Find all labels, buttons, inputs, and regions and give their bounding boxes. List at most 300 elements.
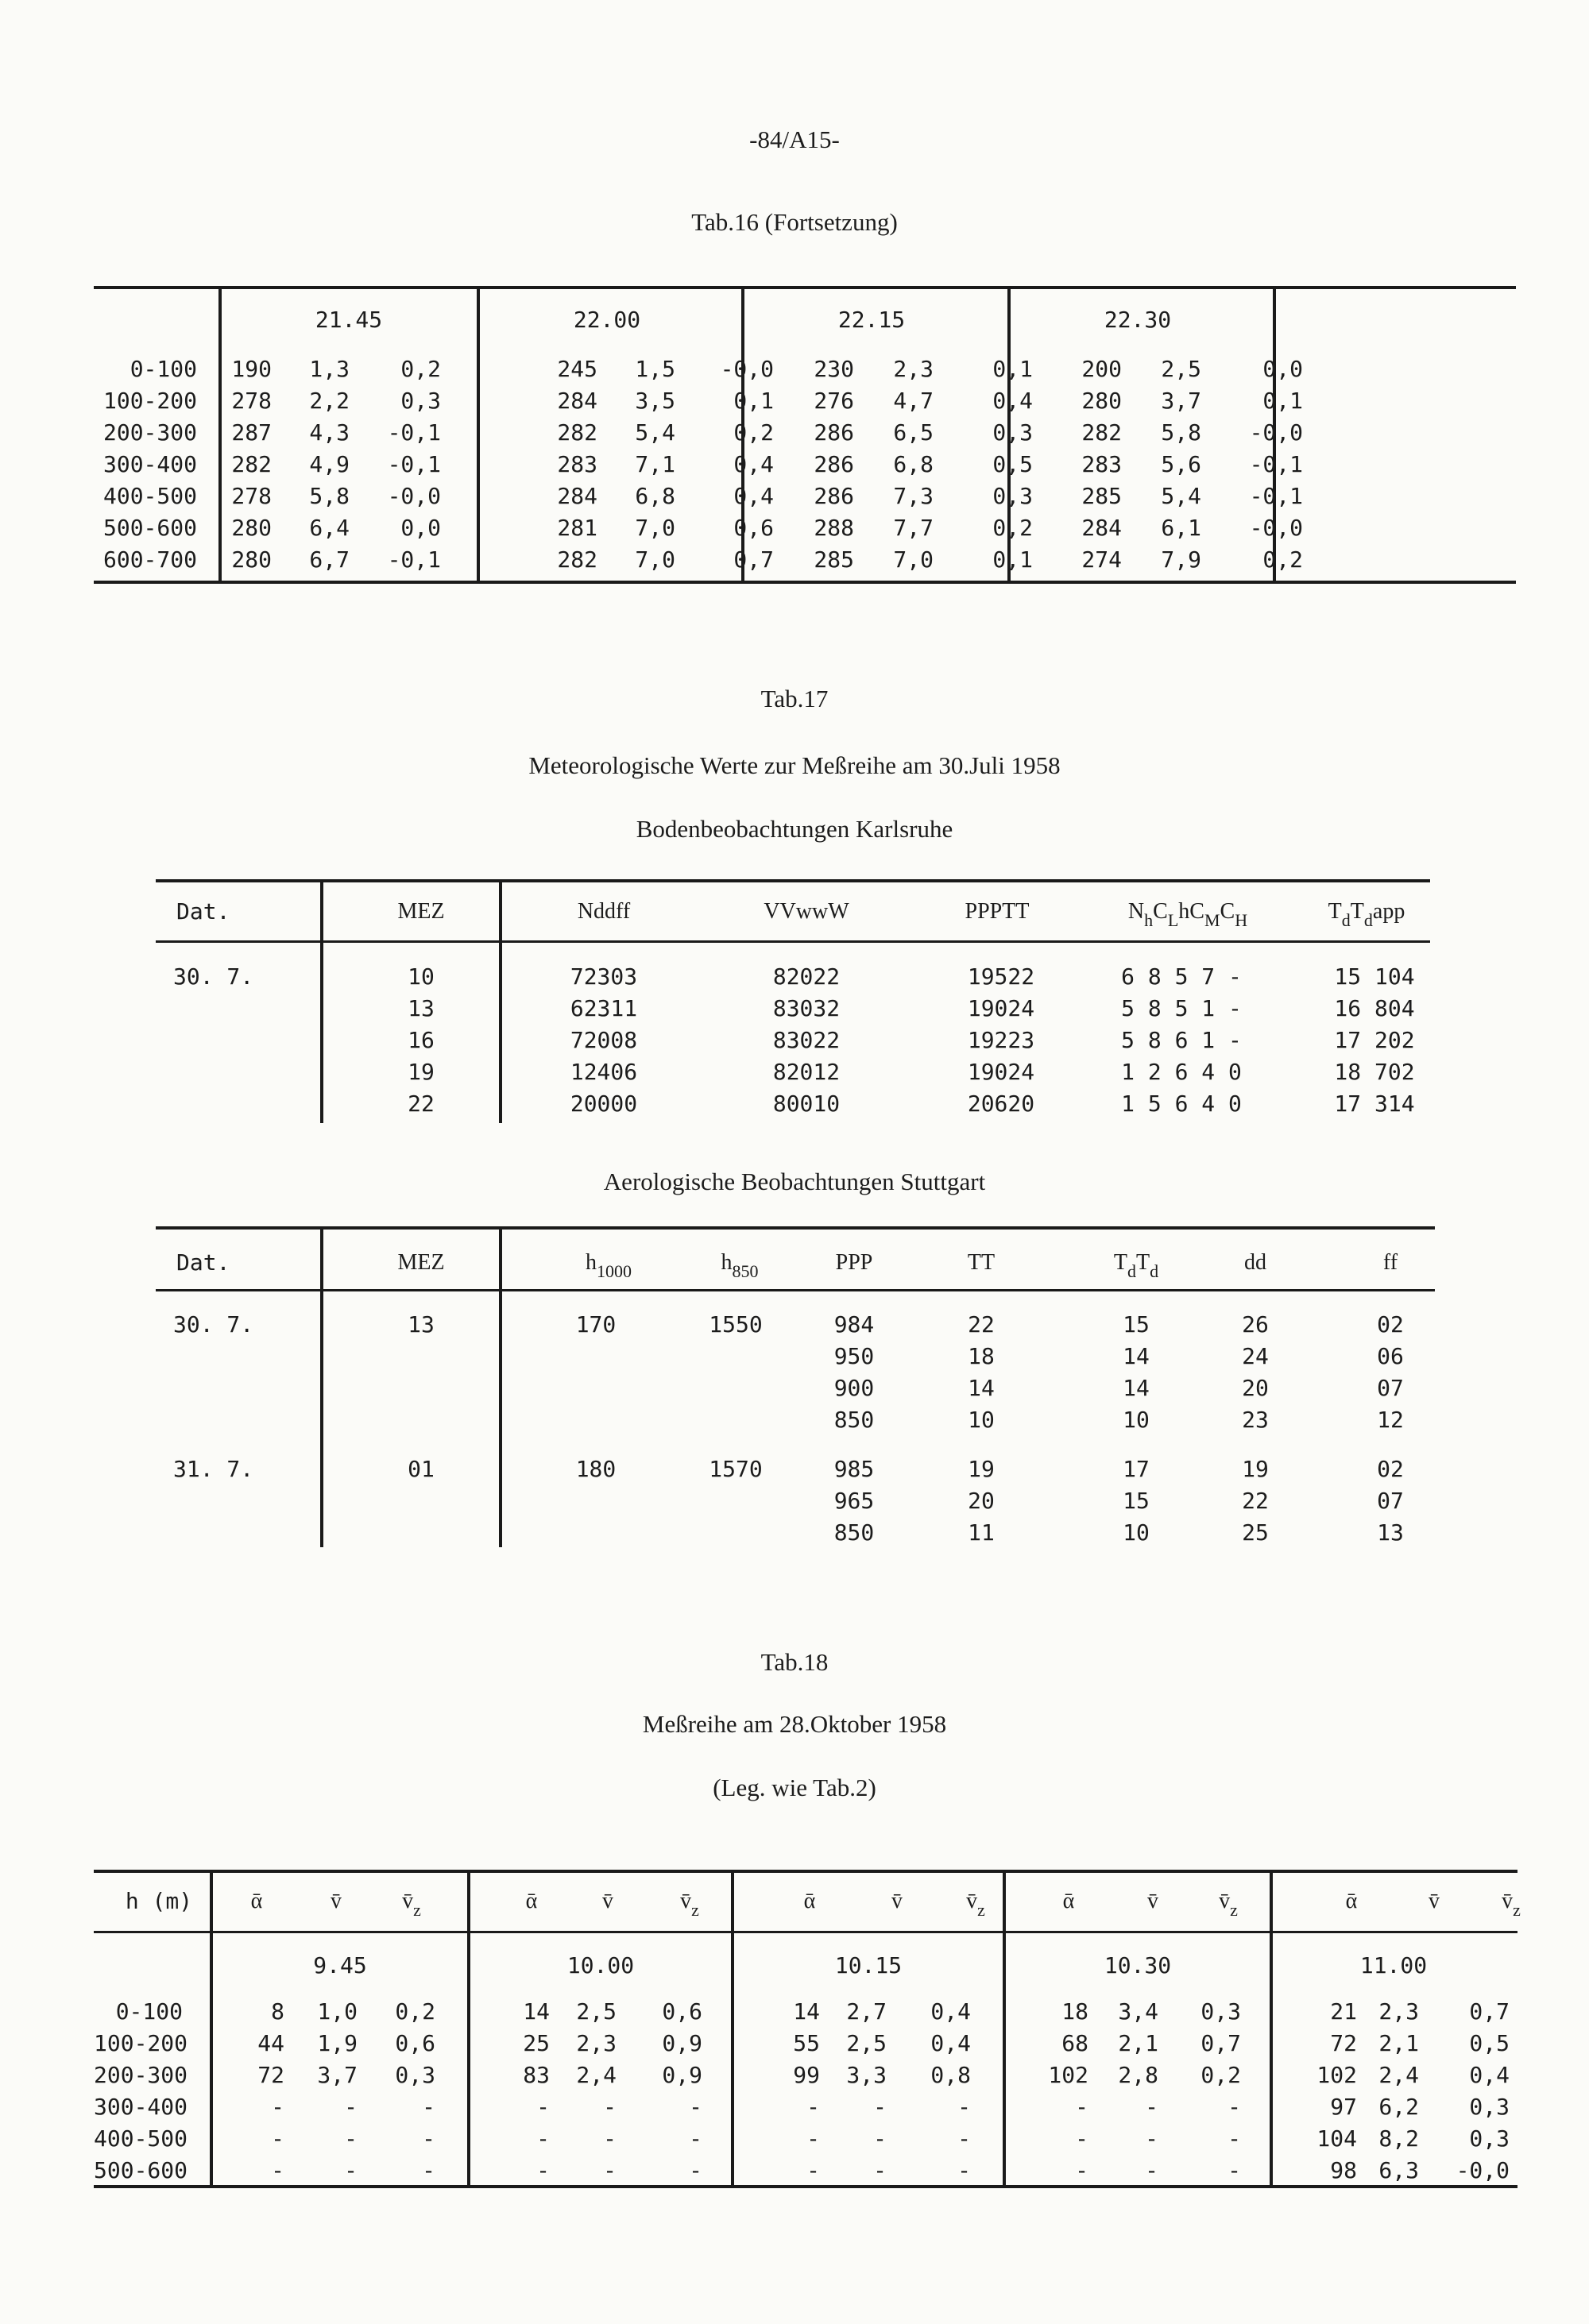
tab18-value: 8 bbox=[271, 1998, 284, 2025]
tab18-value: - bbox=[1228, 2157, 1241, 2183]
tab16-height: 300-400 bbox=[102, 451, 197, 477]
tab18-title: Tab.18 bbox=[760, 1648, 829, 1676]
tab18-value: 18 bbox=[1061, 1998, 1088, 2025]
tab18-value: 0,7 bbox=[1200, 2030, 1241, 2056]
tab18-value: 2,1 bbox=[1118, 2030, 1158, 2056]
aero-value: 10 bbox=[1123, 1407, 1150, 1433]
aero-value: 22 bbox=[968, 1311, 995, 1338]
tab16-value: 284 bbox=[1081, 515, 1122, 541]
tab18-value: 2,4 bbox=[1378, 2062, 1419, 2088]
tab16-value: 2,2 bbox=[309, 388, 350, 414]
tab17-subtitle: Meteorologische Werte zur Meßreihe am 30.Juli 1958 bbox=[528, 751, 1061, 779]
tab16-value: 5,4 bbox=[635, 419, 675, 446]
tab18-value: - bbox=[536, 2094, 550, 2120]
tab18-header-vz: $v̄_z$ bbox=[1219, 1889, 1238, 1920]
tab16-value: -0,0 bbox=[720, 356, 774, 382]
tab18-value: 1,9 bbox=[317, 2030, 358, 2056]
tab18-value: - bbox=[689, 2125, 702, 2152]
boden-value: 17 314 bbox=[1334, 1091, 1415, 1117]
tab18-value: 0,9 bbox=[662, 2030, 702, 2056]
tab18-value: 99 bbox=[793, 2062, 820, 2088]
tab16-value: 0,2 bbox=[400, 356, 441, 382]
tab18-value: - bbox=[1075, 2094, 1088, 2120]
aero-value: 02 bbox=[1377, 1311, 1404, 1338]
tab16-value: 7,9 bbox=[1161, 546, 1201, 573]
boden-value: 1 2 6 4 0 bbox=[1121, 1059, 1242, 1085]
boden-value: 17 202 bbox=[1334, 1027, 1415, 1053]
tab18-value: 0,4 bbox=[930, 1998, 971, 2025]
tab16-value: 284 bbox=[557, 388, 597, 414]
boden-value: 82022 bbox=[772, 963, 841, 990]
tab18-time: 10.00 bbox=[566, 1952, 635, 1978]
boden-value: 62311 bbox=[570, 995, 638, 1021]
tab16-value: 0,1 bbox=[1262, 388, 1303, 414]
boden-value: 12406 bbox=[570, 1059, 638, 1085]
tab16-value: 286 bbox=[814, 451, 854, 477]
tab18-value: - bbox=[271, 2157, 284, 2183]
tab18-value: 21 bbox=[1330, 1998, 1357, 2025]
tab18-value: 0,6 bbox=[395, 2030, 435, 2056]
tab18-height: 100-200 bbox=[94, 2030, 188, 2056]
tab16-value: 3,5 bbox=[635, 388, 675, 414]
aero-value: 24 bbox=[1242, 1343, 1269, 1369]
tab18-value: 14 bbox=[523, 1998, 550, 2025]
boden-value: 5 8 5 1 - bbox=[1121, 995, 1242, 1021]
tab16-value: 288 bbox=[814, 515, 854, 541]
tab16-value: -0,1 bbox=[387, 419, 441, 446]
tab16-value: 0,4 bbox=[733, 451, 774, 477]
tab18-value: 0,8 bbox=[930, 2062, 971, 2088]
boden-header-clouds: $N_hC_LhC_MC_H$ bbox=[1127, 899, 1248, 930]
tab18-value: - bbox=[422, 2157, 435, 2183]
tab16-height: 0-100 bbox=[130, 356, 197, 382]
tab18-value: - bbox=[873, 2094, 887, 2120]
tab18-value: 8,2 bbox=[1378, 2125, 1419, 2152]
tab18-value: - bbox=[344, 2125, 358, 2152]
tab18-value: 0,3 bbox=[1469, 2125, 1510, 2152]
tab16-value: 0,4 bbox=[733, 483, 774, 509]
tab16-value: 2,5 bbox=[1161, 356, 1201, 382]
tab18-value: 6,3 bbox=[1378, 2157, 1419, 2183]
aero-h1000: 170 bbox=[575, 1311, 617, 1338]
tab18-value: - bbox=[271, 2125, 284, 2152]
aero-value: 900 bbox=[833, 1375, 875, 1401]
aero-h850: 1570 bbox=[709, 1456, 763, 1482]
tab18-value: 3,3 bbox=[846, 2062, 887, 2088]
tab16-value: 1,3 bbox=[309, 356, 350, 382]
tab16-value: 287 bbox=[231, 419, 272, 446]
tab18-value: 72 bbox=[1330, 2030, 1357, 2056]
aero-value: 14 bbox=[968, 1375, 995, 1401]
tab18-value: 2,8 bbox=[1118, 2062, 1158, 2088]
boden-value: 82012 bbox=[772, 1059, 841, 1085]
boden-value: 13 bbox=[408, 995, 435, 1021]
tab16-value: -0,1 bbox=[387, 546, 441, 573]
aero-value: 19 bbox=[968, 1456, 995, 1482]
tab16-value: 282 bbox=[231, 451, 272, 477]
tab18-value: 1,0 bbox=[317, 1998, 358, 2025]
aero-value: 850 bbox=[833, 1407, 875, 1433]
tab18-value: - bbox=[536, 2125, 550, 2152]
tab18-value: - bbox=[873, 2125, 887, 2152]
tab18-value: 2,7 bbox=[846, 1998, 887, 2025]
tab18-value: - bbox=[689, 2094, 702, 2120]
tab18-subtitle: Meßreihe am 28.Oktober 1958 bbox=[642, 1710, 947, 1738]
aero-value: 20 bbox=[1242, 1375, 1269, 1401]
tab16-value: -0,0 bbox=[387, 483, 441, 509]
tab16-value: 4,3 bbox=[309, 419, 350, 446]
tab16-group-time: 22.30 bbox=[1104, 307, 1172, 333]
tab18-value: 0,4 bbox=[930, 2030, 971, 2056]
tab18-value: 102 bbox=[1316, 2062, 1357, 2088]
aero-value: 10 bbox=[1123, 1519, 1150, 1546]
tab16-value: 286 bbox=[814, 419, 854, 446]
tab16-value: 285 bbox=[1081, 483, 1122, 509]
tab16-value: 282 bbox=[557, 546, 597, 573]
boden-value: 16 804 bbox=[1334, 995, 1415, 1021]
tab18-value: 0,3 bbox=[395, 2062, 435, 2088]
tab18-value: - bbox=[1228, 2125, 1241, 2152]
tab18-value: 25 bbox=[523, 2030, 550, 2056]
tab18-value: - bbox=[957, 2157, 971, 2183]
tab16-value: 245 bbox=[557, 356, 597, 382]
tab18-time: 9.45 bbox=[313, 1952, 367, 1978]
tab18-time: 10.15 bbox=[834, 1952, 903, 1978]
aero-value: 07 bbox=[1377, 1375, 1404, 1401]
tab16-value: 7,0 bbox=[893, 546, 934, 573]
aero-value: 25 bbox=[1242, 1519, 1269, 1546]
boden-value: 16 bbox=[408, 1027, 435, 1053]
tab16-value: 285 bbox=[814, 546, 854, 573]
aero-value: 985 bbox=[833, 1456, 875, 1482]
boden-header-mez: MEZ bbox=[397, 899, 445, 924]
aero-header-tt: TT bbox=[967, 1250, 996, 1275]
boden-value: 19223 bbox=[967, 1027, 1035, 1053]
tab18-header-v: v̄ bbox=[331, 1889, 342, 1913]
tab18-value: 14 bbox=[793, 1998, 820, 2025]
tab16-value: 3,7 bbox=[1161, 388, 1201, 414]
boden-value: 20000 bbox=[570, 1091, 638, 1117]
tab18-header-v: v̄ bbox=[891, 1889, 903, 1913]
aero-mez: 01 bbox=[408, 1456, 435, 1482]
tab16-value: 2,3 bbox=[893, 356, 934, 382]
tab16-value: 0,2 bbox=[733, 419, 774, 446]
tab16-value: 276 bbox=[814, 388, 854, 414]
tab16-value: 280 bbox=[1081, 388, 1122, 414]
boden-date: 30. 7. bbox=[173, 963, 254, 990]
tab18-header-vz: $v̄_z$ bbox=[966, 1889, 985, 1920]
tab16-value: 283 bbox=[1081, 451, 1122, 477]
tab18-header-alpha: ᾱ bbox=[525, 1889, 538, 1913]
tab18-value: 0,7 bbox=[1469, 1998, 1510, 2025]
tab16-value: 5,4 bbox=[1161, 483, 1201, 509]
aero-value: 12 bbox=[1377, 1407, 1404, 1433]
tab18-value: - bbox=[873, 2157, 887, 2183]
tab16-value: -0,0 bbox=[1249, 419, 1303, 446]
tab16-value: 280 bbox=[231, 546, 272, 573]
tab18-header-v: v̄ bbox=[1429, 1889, 1440, 1913]
tab18-value: 0,2 bbox=[1200, 2062, 1241, 2088]
tab16-value: 6,4 bbox=[309, 515, 350, 541]
tab18-value: 3,4 bbox=[1118, 1998, 1158, 2025]
tab18-value: - bbox=[603, 2094, 617, 2120]
tab18-value: 2,3 bbox=[1378, 1998, 1419, 2025]
aero-header-dat: Dat. bbox=[176, 1249, 230, 1276]
tab18-value: - bbox=[603, 2157, 617, 2183]
tab16-value: 5,8 bbox=[309, 483, 350, 509]
tab18-value: - bbox=[344, 2094, 358, 2120]
tab18-value: - bbox=[1075, 2157, 1088, 2183]
tab16-value: 0,4 bbox=[992, 388, 1033, 414]
boden-value: 20620 bbox=[967, 1091, 1035, 1117]
tab18-value: -0,0 bbox=[1456, 2157, 1510, 2183]
tab16-value: 0,2 bbox=[992, 515, 1033, 541]
tab18-value: - bbox=[536, 2157, 550, 2183]
boden-value: 80010 bbox=[772, 1091, 841, 1117]
tab16-value: 5,8 bbox=[1161, 419, 1201, 446]
tab18-header-v: v̄ bbox=[1147, 1889, 1158, 1913]
tab18-value: - bbox=[957, 2125, 971, 2152]
boden-value: 72303 bbox=[570, 963, 638, 990]
tab16-value: -0,1 bbox=[387, 451, 441, 477]
boden-value: 72008 bbox=[570, 1027, 638, 1053]
aero-value: 14 bbox=[1123, 1343, 1150, 1369]
aero-value: 965 bbox=[833, 1488, 875, 1514]
tab18-value: 0,3 bbox=[1469, 2094, 1510, 2120]
tab18-value: - bbox=[1145, 2125, 1158, 2152]
tab18-value: 97 bbox=[1330, 2094, 1357, 2120]
tab18-value: 2,1 bbox=[1378, 2030, 1419, 2056]
aero-value: 23 bbox=[1242, 1407, 1269, 1433]
aero-value: 06 bbox=[1377, 1343, 1404, 1369]
tab16-value: 200 bbox=[1081, 356, 1122, 382]
aero-header-tdtd: $T_dT_d$ bbox=[1113, 1250, 1159, 1281]
boden-value: 83032 bbox=[772, 995, 841, 1021]
page-number: -84/A15- bbox=[749, 125, 840, 153]
tab18-height: 400-500 bbox=[94, 2125, 188, 2152]
tab18-value: - bbox=[422, 2125, 435, 2152]
tab18-value: 2,3 bbox=[576, 2030, 617, 2056]
tab18-value: - bbox=[806, 2125, 820, 2152]
tab16-group-time: 22.00 bbox=[573, 307, 641, 333]
tab16-value: 190 bbox=[231, 356, 272, 382]
tab18-value: - bbox=[1075, 2125, 1088, 2152]
tab18-value: - bbox=[271, 2094, 284, 2120]
tab18-value: 98 bbox=[1330, 2157, 1357, 2183]
tab18-legend: (Leg. wie Tab.2) bbox=[713, 1774, 876, 1801]
tab18-value: 3,7 bbox=[317, 2062, 358, 2088]
tab16-value: 0,0 bbox=[1262, 356, 1303, 382]
boden-value: 6 8 5 7 - bbox=[1121, 963, 1242, 990]
tab18-header-vz: $v̄_z$ bbox=[680, 1889, 699, 1920]
aero-caption: Aerologische Beobachtungen Stuttgart bbox=[603, 1168, 986, 1195]
tab18-value: 72 bbox=[257, 2062, 284, 2088]
tab18-header-vz: $v̄_z$ bbox=[402, 1889, 421, 1920]
tab18-value: - bbox=[1145, 2094, 1158, 2120]
tab18-value: 0,9 bbox=[662, 2062, 702, 2088]
tab18-value: 102 bbox=[1048, 2062, 1088, 2088]
tab16-value: 284 bbox=[557, 483, 597, 509]
tab16-value: 1,5 bbox=[635, 356, 675, 382]
aero-value: 984 bbox=[833, 1311, 875, 1338]
tab18-header-vz: $v̄_z$ bbox=[1502, 1889, 1521, 1920]
tab18-value: - bbox=[603, 2125, 617, 2152]
tab18-time: 10.30 bbox=[1104, 1952, 1172, 1978]
tab16-value: 274 bbox=[1081, 546, 1122, 573]
tab16-value: 6,8 bbox=[635, 483, 675, 509]
tab16-value: 7,3 bbox=[893, 483, 934, 509]
tab16-value: 230 bbox=[814, 356, 854, 382]
tab16-value: 0,0 bbox=[400, 515, 441, 541]
tab16-value: 6,5 bbox=[893, 419, 934, 446]
tab18-header-alpha: ᾱ bbox=[250, 1889, 263, 1913]
tab18-header-alpha: ᾱ bbox=[803, 1889, 816, 1913]
aero-value: 15 bbox=[1123, 1311, 1150, 1338]
aero-header-dd: dd bbox=[1244, 1250, 1266, 1275]
tab16-height: 400-500 bbox=[102, 483, 197, 509]
tab18-header-alpha: ᾱ bbox=[1345, 1889, 1358, 1913]
aero-date: 31. 7. bbox=[173, 1456, 254, 1482]
tab16-group-time: 22.15 bbox=[837, 307, 906, 333]
tab16-title: Tab.16 (Fortsetzung) bbox=[691, 208, 898, 236]
tab16-value: 7,1 bbox=[635, 451, 675, 477]
tab16-value: 0,3 bbox=[992, 419, 1033, 446]
tab18-value: - bbox=[1145, 2157, 1158, 2183]
tab18-value: - bbox=[689, 2157, 702, 2183]
tab18-value: 104 bbox=[1316, 2125, 1357, 2152]
tab18-value: 83 bbox=[523, 2062, 550, 2088]
boden-header-vvwww: VVwwW bbox=[764, 899, 849, 924]
tab16-height: 200-300 bbox=[102, 419, 197, 446]
tab16-value: 6,8 bbox=[893, 451, 934, 477]
tab16-value: 0,1 bbox=[992, 356, 1033, 382]
boden-header-ppptt: PPPTT bbox=[965, 899, 1030, 924]
aero-header-h1000: $h_{1000}$ bbox=[586, 1250, 632, 1281]
boden-header-nddff: Nddff bbox=[577, 899, 631, 924]
tab16-value: 286 bbox=[814, 483, 854, 509]
aero-value: 17 bbox=[1123, 1456, 1150, 1482]
tab18-value: 0,6 bbox=[662, 1998, 702, 2025]
boden-value: 10 bbox=[408, 963, 435, 990]
tab16-value: 282 bbox=[1081, 419, 1122, 446]
tab18-height: 300-400 bbox=[94, 2094, 188, 2120]
tab16-value: 278 bbox=[231, 388, 272, 414]
aero-h1000: 180 bbox=[575, 1456, 617, 1482]
aero-value: 07 bbox=[1377, 1488, 1404, 1514]
tab18-value: 0,5 bbox=[1469, 2030, 1510, 2056]
aero-value: 20 bbox=[968, 1488, 995, 1514]
tab16-value: -0,0 bbox=[1249, 515, 1303, 541]
aero-date: 30. 7. bbox=[173, 1311, 254, 1338]
tab18-value: 0,3 bbox=[1200, 1998, 1241, 2025]
tab18-header-h: h (m) bbox=[125, 1888, 193, 1914]
boden-value: 18 702 bbox=[1334, 1059, 1415, 1085]
tab16-value: 0,1 bbox=[733, 388, 774, 414]
aero-header-ff: ff bbox=[1382, 1250, 1398, 1275]
tab18-height: 200-300 bbox=[94, 2062, 188, 2088]
tab16-value: 278 bbox=[231, 483, 272, 509]
aero-header-mez: MEZ bbox=[397, 1250, 445, 1275]
tab18-height: 500-600 bbox=[94, 2157, 188, 2183]
tab16-value: 4,9 bbox=[309, 451, 350, 477]
tab16-value: -0,1 bbox=[1249, 483, 1303, 509]
tab18-value: - bbox=[1228, 2094, 1241, 2120]
tab18-value: 55 bbox=[793, 2030, 820, 2056]
aero-value: 26 bbox=[1242, 1311, 1269, 1338]
aero-value: 22 bbox=[1242, 1488, 1269, 1514]
tab16-value: 0,7 bbox=[733, 546, 774, 573]
tab18-value: - bbox=[957, 2094, 971, 2120]
aero-h850: 1550 bbox=[709, 1311, 763, 1338]
tab16-value: 0,5 bbox=[992, 451, 1033, 477]
boden-value: 19024 bbox=[967, 995, 1035, 1021]
aero-value: 13 bbox=[1377, 1519, 1404, 1546]
tab16-value: -0,1 bbox=[1249, 451, 1303, 477]
tab16-value: 5,6 bbox=[1161, 451, 1201, 477]
aero-value: 15 bbox=[1123, 1488, 1150, 1514]
tab16-value: 7,0 bbox=[635, 546, 675, 573]
boden-header-dat: Dat. bbox=[176, 898, 230, 925]
aero-mez: 13 bbox=[408, 1311, 435, 1338]
boden-caption: Bodenbeobachtungen Karlsruhe bbox=[636, 815, 953, 843]
boden-value: 19522 bbox=[967, 963, 1035, 990]
tab16-value: 0,2 bbox=[1262, 546, 1303, 573]
boden-value: 5 8 6 1 - bbox=[1121, 1027, 1242, 1053]
boden-value: 19024 bbox=[967, 1059, 1035, 1085]
tab16-value: 280 bbox=[231, 515, 272, 541]
tab18-value: 68 bbox=[1061, 2030, 1088, 2056]
tab16-value: 4,7 bbox=[893, 388, 934, 414]
tab16-value: 6,1 bbox=[1161, 515, 1201, 541]
tab16-value: 7,0 bbox=[635, 515, 675, 541]
tab18-time: 11.00 bbox=[1359, 1952, 1428, 1978]
tab18-value: 0,4 bbox=[1469, 2062, 1510, 2088]
aero-value: 10 bbox=[968, 1407, 995, 1433]
tab16-value: 281 bbox=[557, 515, 597, 541]
tab18-value: 2,5 bbox=[576, 1998, 617, 2025]
tab18-value: 6,2 bbox=[1378, 2094, 1419, 2120]
aero-value: 850 bbox=[833, 1519, 875, 1546]
tab16-value: 0,3 bbox=[992, 483, 1033, 509]
boden-value: 1 5 6 4 0 bbox=[1121, 1091, 1242, 1117]
tab16-value: 6,7 bbox=[309, 546, 350, 573]
boden-value: 83022 bbox=[772, 1027, 841, 1053]
aero-value: 14 bbox=[1123, 1375, 1150, 1401]
boden-value: 19 bbox=[408, 1059, 435, 1085]
tab16-group-time: 21.45 bbox=[315, 307, 383, 333]
tab18-value: - bbox=[344, 2157, 358, 2183]
tab18-header-v: v̄ bbox=[602, 1889, 613, 1913]
aero-header-ppp: PPP bbox=[835, 1250, 873, 1275]
tab16-height: 100-200 bbox=[102, 388, 197, 414]
tab16-value: 283 bbox=[557, 451, 597, 477]
tab18-header-alpha: ᾱ bbox=[1062, 1889, 1075, 1913]
aero-value: 02 bbox=[1377, 1456, 1404, 1482]
boden-value: 22 bbox=[408, 1091, 435, 1117]
tab18-value: 2,4 bbox=[576, 2062, 617, 2088]
aero-value: 19 bbox=[1242, 1456, 1269, 1482]
tab16-value: 282 bbox=[557, 419, 597, 446]
tab18-height: 0-100 bbox=[115, 1998, 183, 2025]
tab16-value: 0,6 bbox=[733, 515, 774, 541]
tab16-value: 7,7 bbox=[893, 515, 934, 541]
tab16-value: 0,3 bbox=[400, 388, 441, 414]
aero-value: 18 bbox=[968, 1343, 995, 1369]
tab18-value: 44 bbox=[257, 2030, 284, 2056]
aero-value: 950 bbox=[833, 1343, 875, 1369]
aero-value: 11 bbox=[968, 1519, 995, 1546]
boden-value: 15 104 bbox=[1334, 963, 1415, 990]
